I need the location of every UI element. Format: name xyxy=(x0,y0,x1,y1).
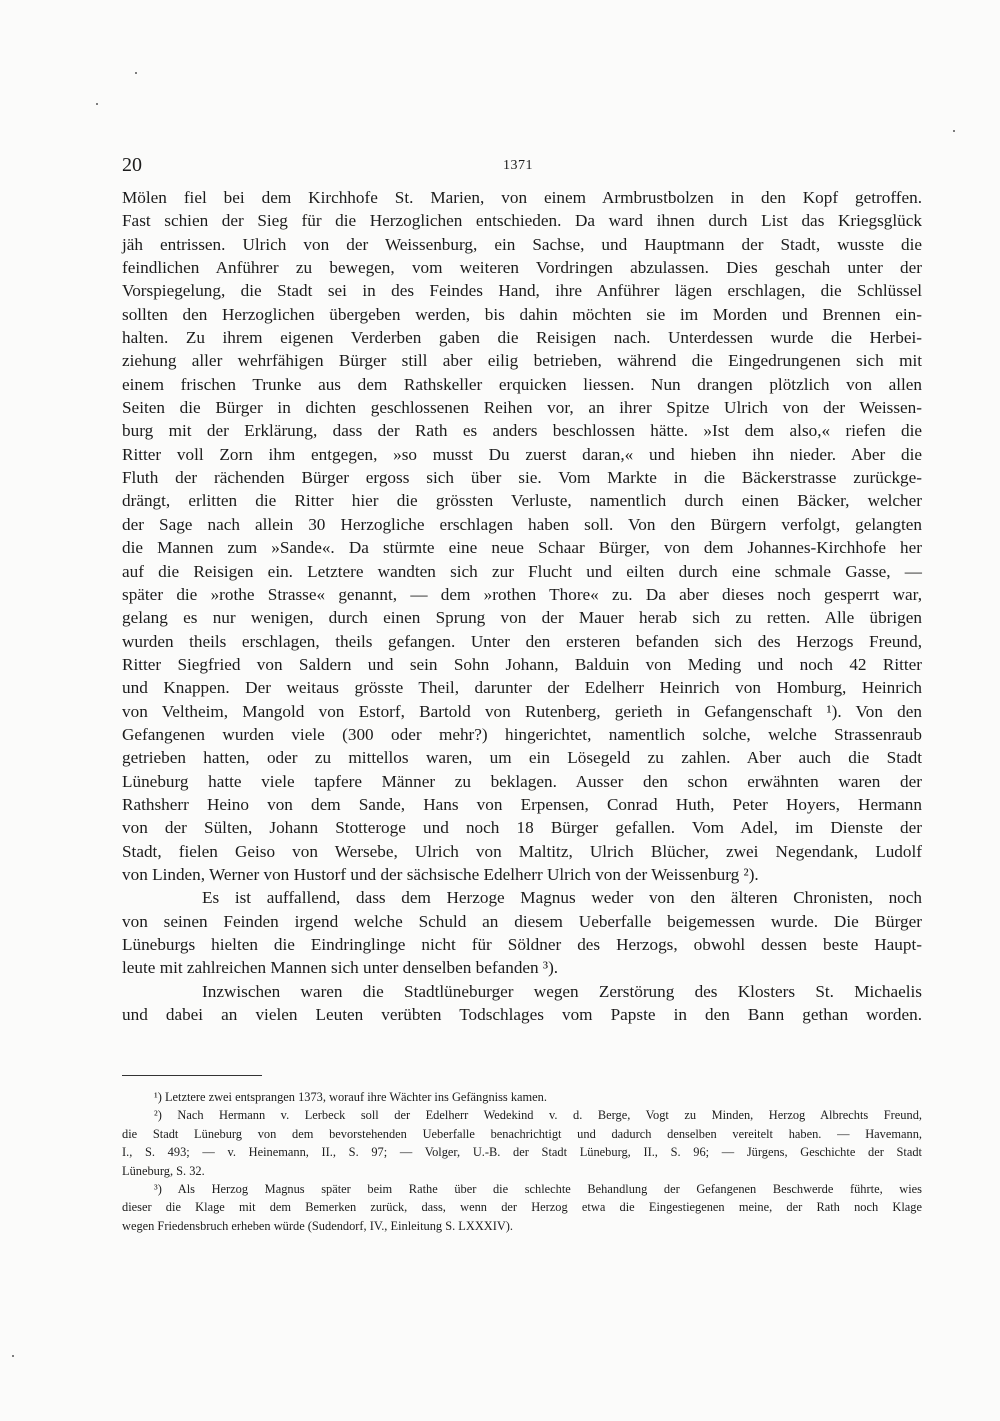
text-line: getrieben hatten, oder zu mittellos waren, um ein Lösegeld zu zahlen. Aber auch die Stadt xyxy=(122,748,922,768)
text-line: feindlichen Anführer zu bewegen, vom weiteren Vordringen abzulassen. Dies geschah unter der xyxy=(122,258,922,278)
text-line: der Sage nach allein 30 Herzogliche erschlagen haben soll. Von den Bürgern verfolgt, gelangten xyxy=(122,514,922,534)
page-number: 20 xyxy=(122,154,142,176)
footnote-line: ¹) Letztere zwei entsprangen 1373, worauf ihre Wächter ins Gefängniss kamen. xyxy=(154,1090,547,1104)
text-line: gelang es nur wenigen, durch einen Sprung von der Mauer herab sich zu retten. Alle übrigen xyxy=(122,608,922,628)
text-line: von seinen Feinden irgend welche Schuld an diesem Ueberfalle beigemessen wurde. Die Bürger xyxy=(122,911,922,931)
footnote-rule xyxy=(122,1075,262,1076)
text-line: Ritter Siegfried von Saldern und sein Sohn Johann, Balduin von Meding und noch 42 Ritter xyxy=(122,654,922,674)
text-line: jäh entrissen. Ulrich von der Weissenburg, ein Sachse, und Hauptmann der Stadt, wusste die xyxy=(122,234,922,254)
footnote-line: I., S. 493; — v. Heinemann, II., S. 97; — Volger, U.-B. der Stadt Lüneburg, II., S. 96; — Jürgens, Geschichte der Stadt xyxy=(122,1145,922,1160)
scan-speck xyxy=(135,72,137,74)
footnote-line: dieser die Klage mit dem Bemerken zurück, dass, wenn der Herzog etwa die Eingestiegenen meine, der Rath noch Klage xyxy=(122,1200,922,1215)
footnote-line: Lüneburg, S. 32. xyxy=(122,1163,205,1178)
text-line: auf die Reisigen ein. Letztere wandten sich zur Flucht und eilten durch eine schmale Gasse, — xyxy=(122,561,922,581)
text-line: Seiten die Bürger in dichten geschlossenen Reihen vor, an ihrer Spitze Ulrich von der Weissen- xyxy=(122,398,922,418)
running-head: 1371 xyxy=(503,158,533,173)
text-line: von Veltheim, Mangold von Estorf, Bartold von Rutenberg, gerieth in Gefangenschaft ¹). Von den xyxy=(122,701,922,721)
text-line: Fluth der rächenden Bürger ergoss sich über sie. Vom Markte in die Bäckerstrasse zurückge- xyxy=(122,468,922,488)
text-line: Lüneburgs hielten die Eindringlinge nicht für Söldner des Herzogs, obwohl dessen beste Haupt- xyxy=(122,935,922,954)
text-line: halten. Zu ihrem eigenen Verderben gaben die Reisigen nach. Unterdessen wurde die Herbei- xyxy=(122,328,922,348)
text-line: von der Sülten, Johann Stotteroge und noch 18 Bürger gefallen. Vom Adel, im Dienste der xyxy=(122,818,922,838)
text-line: und Knappen. Der weitaus grösste Theil, darunter der Edelherr Heinrich von Homburg, Heinrich xyxy=(122,678,922,698)
text-line: Fast schien der Sieg für die Herzoglichen entschieden. Da ward ihnen durch List das Kriegsglück xyxy=(122,211,922,231)
text-line: später die »rothe Strasse« genannt, — dem »rothen Thore« zu. Da aber dieses noch gesperrt war, xyxy=(122,584,922,604)
text-line: Lüneburg hatte viele tapfere Männer zu beklagen. Ausser den schon erwähnten waren der xyxy=(122,771,922,791)
text-line: drängt, erlitten die Ritter hier die grössten Verluste, namentlich durch einen Bäcker, welcher xyxy=(122,491,922,511)
text-line: Gefangenen wurden viele (300 oder mehr?) hingerichtet, namentlich solche, welche Strassenraub xyxy=(122,724,922,744)
footnote-line: ³) Als Herzog Magnus später beim Rathe über die schlechte Behandlung der Gefangenen Beschwerde führte, wies xyxy=(154,1181,922,1196)
text-line: Mölen fiel bei dem Kirchhofe St. Marien, von einem Armbrustbolzen in den Kopf getroffen. xyxy=(122,188,922,207)
footnote-line: die Stadt Lüneburg von dem bevorstehenden Ueberfalle benachrichtigt und dadurch denselben vereitelt haben. — Havemann, xyxy=(122,1126,922,1141)
text-line: Stadt, fielen Geiso von Wersebe, Ulrich von Maltitz, Ulrich Blücher, zwei Negendank, Ludolf xyxy=(122,841,922,861)
text-line: die Mannen zum »Sande«. Da stürmte eine neue Schaar Bürger, von dem Johannes-Kirchhofe her xyxy=(122,538,922,558)
body-text xyxy=(122,186,922,1026)
text-line: Es ist auffallend, dass dem Herzoge Magnus weder von den älteren Chronisten, noch xyxy=(202,888,922,908)
scan-speck xyxy=(953,130,955,132)
scan-speck xyxy=(12,1355,14,1357)
text-line: und dabei an vielen Leuten verübten Todschlages vom Papste in den Bann gethan worden. xyxy=(122,1005,922,1025)
text-line: Vorspiegelung, die Stadt sei in des Feindes Hand, ihre Anführer lägen erschlagen, die Schlüssel xyxy=(122,281,922,301)
text-line: ziehung aller wehrfähigen Bürger still aber eilig betrieben, während die Eingedrungenen sich mit xyxy=(122,351,922,371)
text-line: sollten den Herzoglichen übergeben werden, bis dahin möchten sie im Morden und Brennen ein- xyxy=(122,304,922,324)
text-line: Inzwischen waren die Stadtlüneburger wegen Zerstörung des Klosters St. Michaelis xyxy=(202,981,922,1001)
text-line: burg mit der Erklärung, dass der Rath es anders beschlossen hätte. »Ist dem also,« riefen die xyxy=(122,421,922,441)
text-line: wurden theils erschlagen, theils gefangen. Unter den ersteren befanden sich des Herzogs Freund, xyxy=(122,631,922,651)
footnote-line: wegen Friedensbruch erheben würde (Sudendorf, IV., Einleitung S. LXXXIV). xyxy=(122,1218,514,1233)
text-line: einem frischen Trunke aus dem Rathskeller erquicken liessen. Nun drangen plötzlich von allen xyxy=(122,374,922,394)
text-line: Ritter voll Zorn ihm entgegen, »so musst Du zuerst daran,« und hieben ihn nieder. Aber die xyxy=(122,444,922,464)
scan-speck xyxy=(96,103,98,105)
text-line: Rathsherr Heino von dem Sande, Hans von Erpensen, Conrad Huth, Peter Hoyers, Hermann xyxy=(122,794,922,814)
footnotes xyxy=(122,1088,922,1235)
footnote-line: ²) Nach Hermann v. Lerbeck soll der Edelherr Wedekind v. d. Berge, Vogt zu Minden, Herzog Albrechts Freund, xyxy=(154,1108,922,1123)
text-line: von Linden, Werner von Hustorf und der sächsische Edelherr Ulrich von der Weissenburg ²). xyxy=(122,864,759,884)
text-line: leute mit zahlreichen Mannen sich unter denselben befanden ³). xyxy=(122,958,559,978)
